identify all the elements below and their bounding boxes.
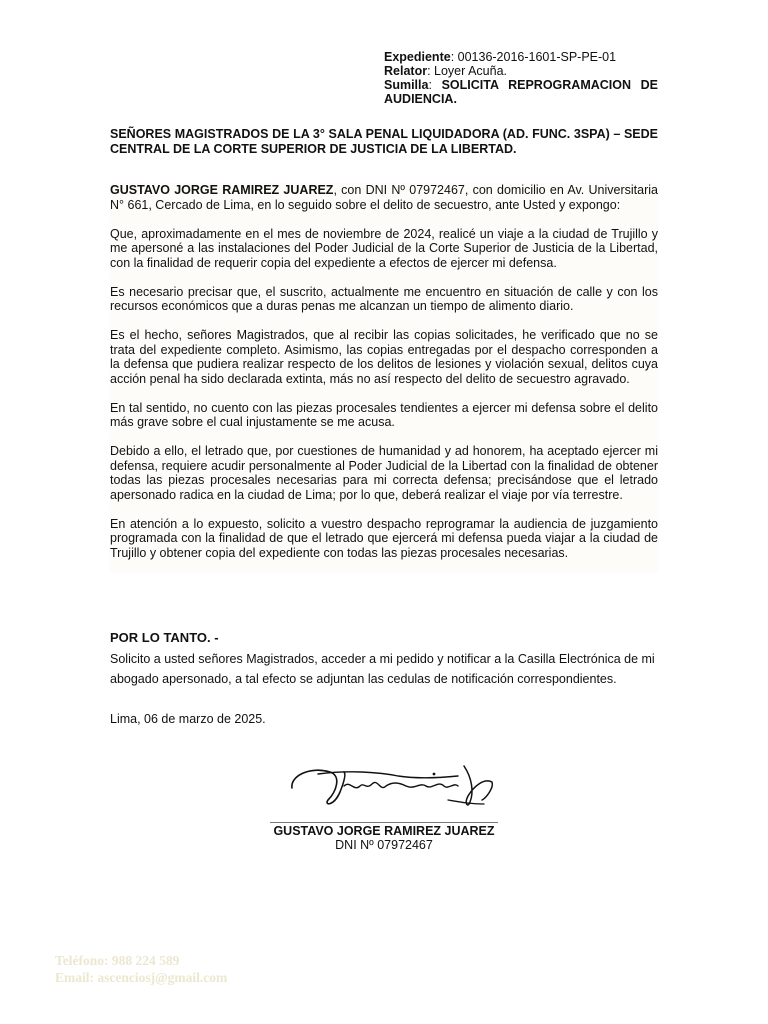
expediente-value: : 00136-2016-1601-SP-PE-01 — [450, 50, 617, 64]
document-body — [110, 183, 658, 573]
sumilla-line — [384, 78, 658, 106]
expediente-line — [384, 50, 658, 64]
footer-email: Email: ascenciosj@gmail.com — [55, 970, 228, 985]
signer-dni: DNI Nº 07972467 — [335, 838, 433, 852]
body-paragraph: Que, aproximadamente en el mes de noviembre de 2024, realicé un viaje a la ciudad de Trujillo y me apersoné a las instalaciones del Poder Judicial de la Corte Superior de Justicia de la Libertad, con la finalidad de requerir copia del expediente a efectos de ejercer mi defensa. — [110, 226, 658, 270]
signature-line — [270, 822, 498, 823]
closing-request: Solicito a usted señores Magistrados, acceder a mi pedido y notificar a la Casilla Electrónica de mi abogado apersonado, a tal efecto se adjuntan las cedulas de notificación correspondientes. — [110, 652, 655, 686]
addressee: SEÑORES MAGISTRADOS DE LA 3° SALA PENAL LIQUIDADORA (AD. FUNC. 3SPA) – SEDE CENTRAL DE LA CORTE SUPERIOR DE JUSTICIA DE LA LIBERTAD. — [110, 127, 658, 156]
intro-text: , con DNI Nº 07972467, con domicilio en Av. Universitaria N° 661, Cercado de Lima, en lo seguido sobre el delito de secuestro, ante Usted y expongo: — [110, 183, 658, 212]
signer-name: GUSTAVO JORGE RAMIREZ JUAREZ — [273, 824, 495, 838]
petitioner-name: GUSTAVO JORGE RAMIREZ JUAREZ — [110, 183, 334, 197]
handwritten-signature — [288, 752, 500, 824]
body-paragraph: Es el hecho, señores Magistrados, que al recibir las copias solicitades, he verificado que no se trata del expediente completo. Asimismo, las copias entregadas por el despacho corresponden a la defensa que pudiera realizar respecto de los delitos de lesiones y violación sexual, delitos cuya acción penal ha sido declarada extinta, más no así respecto del delito de secuestro agravado. — [110, 328, 658, 386]
sumilla-separator: : — [428, 78, 442, 92]
body-paragraph: Debido a ello, el letrado que, por cuestiones de humanidad y ad honorem, ha aceptado ejercer mi defensa, requiere acudir personalmente al Poder Judicial de la Libertad con la finalidad de obtener todas las piezas procesales necesarias para mi correcta defensa; precisándose que el letrado apersonado radica en la ciudad de Lima; por lo que, deberá realizar el viaje por vía terrestre. — [110, 444, 658, 502]
sumilla-value: SOLICITA REPROGRAMACION DE AUDIENCIA. — [384, 78, 659, 106]
footer-phone: Teléfono: 988 224 589 — [55, 953, 180, 968]
body-paragraph: En tal sentido, no cuento con las piezas procesales tendientes a ejercer mi defensa sobre el delito más grave sobre el cual injustamente se me acusa. — [110, 400, 658, 429]
closing-heading: POR LO TANTO. - — [110, 630, 219, 645]
relator-value: : Loyer Acuña. — [427, 64, 507, 78]
intro-paragraph — [110, 183, 658, 212]
relator-line — [384, 64, 658, 78]
contact-footer — [55, 952, 227, 986]
expediente-label: Expediente — [384, 50, 451, 64]
case-header — [384, 50, 658, 106]
body-paragraph: En atención a lo expuesto, solicito a vuestro despacho reprogramar la audiencia de juzgamiento programada con la finalidad de que el letrado que ejercerá mi defensa pueda viajar a la ciudad de Trujillo y obtener copia del expediente con todas las piezas procesales necesarias. — [110, 516, 658, 560]
date-line: Lima, 06 de marzo de 2025. — [110, 712, 266, 726]
relator-label: Relator — [384, 64, 428, 78]
sumilla-label: Sumilla — [384, 78, 429, 92]
body-paragraph: Es necesario precisar que, el suscrito, actualmente me encuentro en situación de calle y con los recursos económicos que a duras penas me alcanzan un tiempo de alimento diario. — [110, 284, 658, 313]
